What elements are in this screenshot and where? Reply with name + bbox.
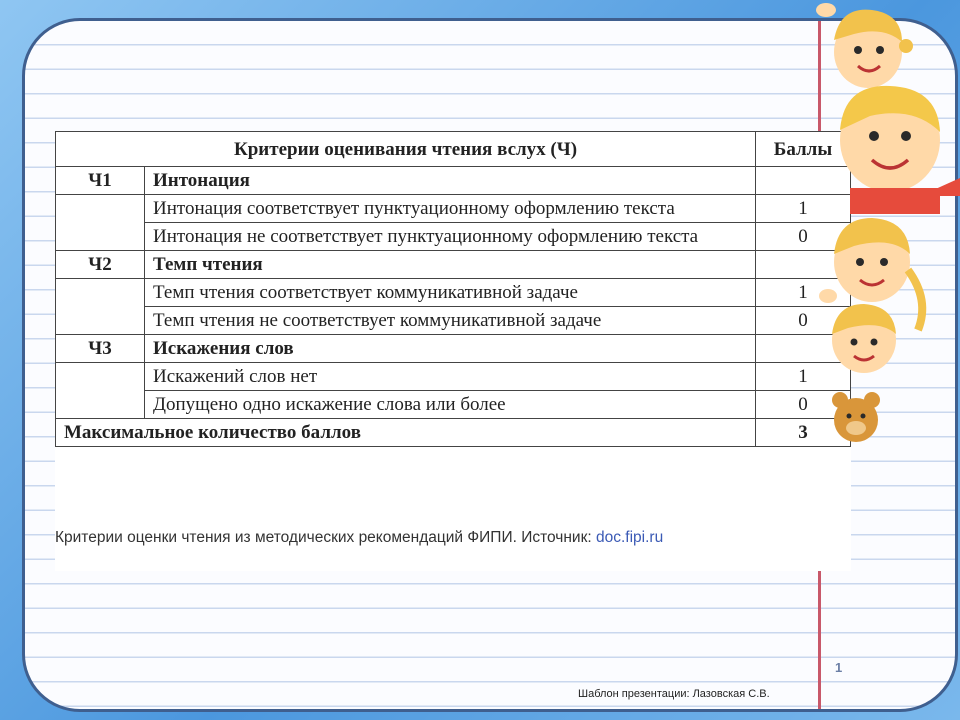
table-row [56,363,851,391]
table-row [56,307,851,335]
criterion-points: 0 [756,391,851,419]
code-spacer [56,279,145,335]
source-link[interactable]: doc.fipi.ru [596,529,664,546]
criterion-points: 1 [756,279,851,307]
table-row [56,223,851,251]
max-score-row [56,419,851,447]
teddy-bear [832,392,880,442]
max-score-value: 3 [756,419,851,447]
section-title: Интонация [145,167,756,195]
child-1 [816,3,913,88]
template-author: Шаблон презентации: Лазовская С.В. [578,688,770,700]
criterion-text: Темп чтения не соответствует коммуникативной задаче [145,307,756,335]
criterion-points: 0 [756,307,851,335]
page-number: 1 [835,660,843,675]
child-2 [840,86,960,214]
source-caption [55,529,663,547]
section-row-ch2 [56,251,851,279]
criterion-points: 1 [756,363,851,391]
criterion-points: 0 [756,223,851,251]
max-score-label: Максимальное количество баллов [56,419,756,447]
section-code: Ч1 [56,167,145,195]
caption-text: Критерии оценки чтения из методических рекомендаций ФИПИ. Источник: [55,529,596,546]
code-spacer [56,195,145,251]
criteria-header: Критерии оценивания чтения вслух (Ч) [56,132,756,167]
criterion-text: Искажений слов нет [145,363,756,391]
section-title: Темп чтения [145,251,756,279]
section-code: Ч3 [56,335,145,363]
kids-illustration [810,0,960,470]
criterion-text: Допущено одно искажение слова или более [145,391,756,419]
table-row [56,391,851,419]
criterion-text: Темп чтения соответствует коммуникативной задаче [145,279,756,307]
criterion-text: Интонация не соответствует пунктуационному оформлению текста [145,223,756,251]
child-4 [832,304,896,373]
table-row [56,195,851,223]
points-header: Баллы [756,132,851,167]
criterion-points: 1 [756,195,851,223]
section-title: Искажения слов [145,335,756,363]
table-row [56,279,851,307]
code-spacer [56,363,145,419]
section-code: Ч2 [56,251,145,279]
criterion-text: Интонация соответствует пунктуационному оформлению текста [145,195,756,223]
criteria-card [55,131,851,571]
section-row-ch3 [56,335,851,363]
criteria-table [55,131,851,447]
section-row-ch1 [56,167,851,195]
table-header-row [56,132,851,167]
